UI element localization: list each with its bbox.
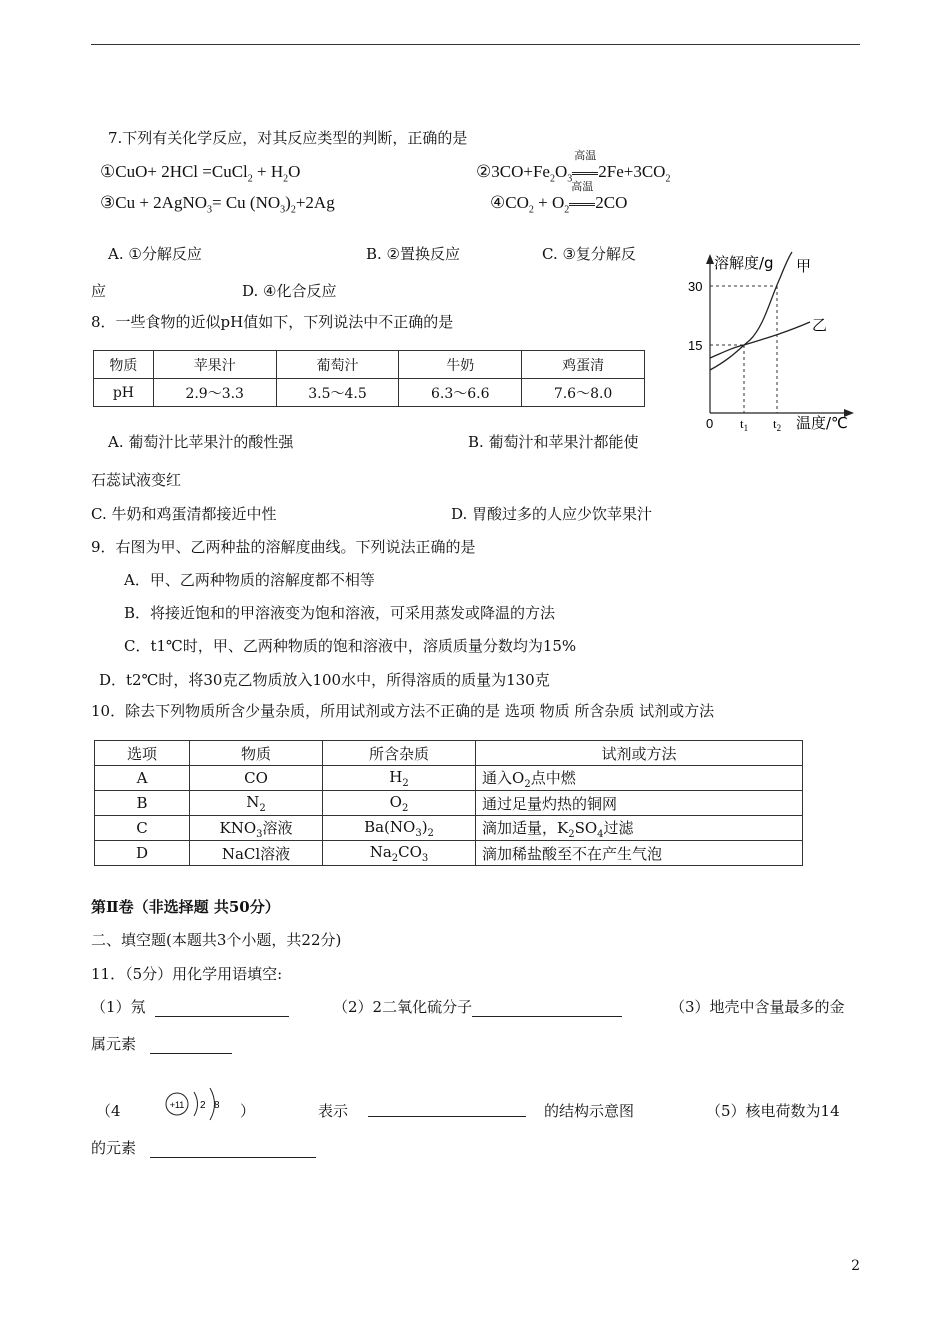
shell-1-count: 2 <box>200 1100 206 1111</box>
q8-option-d: D. 胃酸过多的人应少饮苹果汁 <box>451 505 653 523</box>
substance-cell: $KNO_3$溶液 <box>190 816 323 841</box>
ph-header-cell: 鸡蛋清 <box>522 351 645 379</box>
graph-tick-t2: $t_2$ <box>773 416 782 433</box>
answer-blank-1[interactable] <box>155 1000 289 1017</box>
table-row <box>95 791 803 816</box>
header-rule <box>91 44 860 45</box>
ph-table-header <box>94 351 645 379</box>
electron-shell-1 <box>194 1092 198 1116</box>
answer-blank-2[interactable] <box>472 1000 622 1017</box>
ph-table-row <box>94 379 645 407</box>
q11-part-4-open: （4 <box>96 1102 121 1120</box>
q7-stem: 7.下列有关化学反应，对其反应类型的判断，正确的是 <box>108 129 468 147</box>
q8-stem: 8．一些食物的近似pH值如下，下列说法中不正确的是 <box>91 313 454 331</box>
q11-part-5: （5）核电荷数为14 <box>706 1102 840 1120</box>
method-cell: 滴加稀盐酸至不在产生气泡 <box>476 841 803 866</box>
removal-table <box>94 740 803 866</box>
substance-cell: NaCl溶液 <box>190 841 323 866</box>
q11-part-3-cont: 属元素 <box>91 1034 232 1054</box>
q8-option-b-cont: 石蕊试液变红 <box>91 471 182 489</box>
q11-stem: 11．（5分）用化学用语填空: <box>91 965 283 983</box>
q7-option-d: D. ④化合反应 <box>242 282 337 300</box>
substance-cell: CO <box>190 766 323 791</box>
option-cell: B <box>95 791 190 816</box>
table-row <box>95 766 803 791</box>
graph-tick-t1: $t_1$ <box>740 416 749 433</box>
answer-blank-5[interactable] <box>150 1141 316 1158</box>
ph-cell: 6.3～6.6 <box>399 379 522 407</box>
q7-equation-4: $④CO_2 + O_2$ 高温 2CO <box>490 181 628 216</box>
q9-option-a: A．甲、乙两种物质的溶解度都不相等 <box>124 571 375 589</box>
q7-option-a: A. ①分解反应 <box>108 245 202 263</box>
ph-cell: 7.6～8.0 <box>522 379 645 407</box>
method-cell: 通过足量灼热的铜网 <box>476 791 803 816</box>
option-cell: C <box>95 816 190 841</box>
q11-part-4-show: 表示 <box>318 1102 349 1120</box>
q11-part-3: （3）地壳中含量最多的金 <box>670 998 845 1016</box>
answer-blank-4[interactable] <box>368 1100 526 1117</box>
removal-header-cell: 选项 <box>95 741 190 766</box>
method-cell: 滴加适量，$K_2SO_4$过滤 <box>476 816 803 841</box>
q7-equation-1: ①CuO+ 2HCl =CuCl$_2$ + $H_2O$ <box>100 162 301 185</box>
q8-option-a: A. 葡萄汁比苹果汁的酸性强 <box>108 433 294 451</box>
curve-yi <box>710 322 810 358</box>
q11-part-5-cont: 的元素 <box>91 1138 316 1158</box>
impurity-cell: $Ba(NO_3)_2$ <box>323 816 476 841</box>
ph-cell: 3.5～4.5 <box>276 379 399 407</box>
removal-header-cell: 物质 <box>190 741 323 766</box>
ph-header-cell: 葡萄汁 <box>276 351 399 379</box>
page-number: 2 <box>851 1258 860 1274</box>
graph-x-label: 温度/℃ <box>796 414 848 432</box>
removal-header-cell: 试剂或方法 <box>476 741 803 766</box>
q9-option-b: B．将接近饱和的甲溶液变为饱和溶液，可采用蒸发或降温的方法 <box>124 604 556 622</box>
nucleus-charge: +11 <box>169 1100 185 1110</box>
q11-part-4-close: ） <box>240 1102 256 1120</box>
section-2-title: 第Ⅱ卷（非选择题 共50分） <box>91 898 280 916</box>
q8-option-c: C. 牛奶和鸡蛋清都接近中性 <box>91 505 277 523</box>
graph-y-label: 溶解度/g <box>714 254 774 272</box>
impurity-cell: $Na_2CO_3$ <box>323 841 476 866</box>
method-cell: 通入$O_2$点中燃 <box>476 766 803 791</box>
q11-part-1: （1）氖 <box>91 997 289 1017</box>
substance-cell: $N_2$ <box>190 791 323 816</box>
graph-origin: 0 <box>706 416 714 431</box>
q7-equation-3: ③Cu + 2AgNO$_3$= Cu $(NO_3)_2+2Ag$ <box>100 193 335 216</box>
q10-stem: 10．除去下列物质所含少量杂质，所用试剂或方法不正确的是 选项 物质 所含杂质 试剂或方法 <box>91 702 715 720</box>
graph-y-arrow <box>706 254 714 264</box>
solubility-graph <box>672 248 872 438</box>
q7-option-c: C. ③复分解反 <box>542 245 636 263</box>
impurity-cell: $H_2$ <box>323 766 476 791</box>
section-2-subtitle: 二、填空题(本题共3个小题，共22分) <box>91 931 342 949</box>
ph-header-cell: 物质 <box>94 351 154 379</box>
q8-option-b: B. 葡萄汁和苹果汁都能使 <box>468 433 639 451</box>
q7-option-c-cont: 应 <box>91 282 107 300</box>
atom-structure-diagram <box>160 1084 230 1124</box>
table-row <box>95 841 803 866</box>
q11-part-4-tail: 的结构示意图 <box>544 1102 635 1120</box>
ph-table <box>93 350 645 407</box>
removal-header-cell: 所含杂质 <box>323 741 476 766</box>
q9-option-c: C．t1℃时，甲、乙两种物质的饱和溶液中，溶质质量分数均为15% <box>124 637 577 655</box>
ph-header-cell: 牛奶 <box>399 351 522 379</box>
removal-table-header <box>95 741 803 766</box>
impurity-cell: $O_2$ <box>323 791 476 816</box>
q7-option-b: B. ②置换反应 <box>366 245 461 263</box>
q9-stem: 9．右图为甲、乙两种盐的溶解度曲线。下列说法正确的是 <box>91 538 476 556</box>
option-cell: A <box>95 766 190 791</box>
graph-tick-30: 30 <box>688 279 703 294</box>
ph-cell: pH <box>94 379 154 407</box>
ph-cell: 2.9～3.3 <box>153 379 276 407</box>
ph-header-cell: 苹果汁 <box>153 351 276 379</box>
graph-label-yi: 乙 <box>812 316 828 334</box>
shell-2-count: 8 <box>214 1100 220 1111</box>
q9-option-d: D．t2℃时，将30克乙物质放入100水中，所得溶质的质量为130克 <box>99 671 550 689</box>
answer-blank-3[interactable] <box>150 1037 232 1054</box>
graph-label-jia: 甲 <box>796 257 812 275</box>
q7-equation-2: $②3CO+Fe_2O_3$ 高温 $2Fe+3CO_2$ <box>476 150 671 185</box>
option-cell: D <box>95 841 190 866</box>
graph-tick-15: 15 <box>688 338 703 353</box>
q11-part-2: （2）2二氧化硫分子 <box>333 997 622 1017</box>
table-row <box>95 816 803 841</box>
